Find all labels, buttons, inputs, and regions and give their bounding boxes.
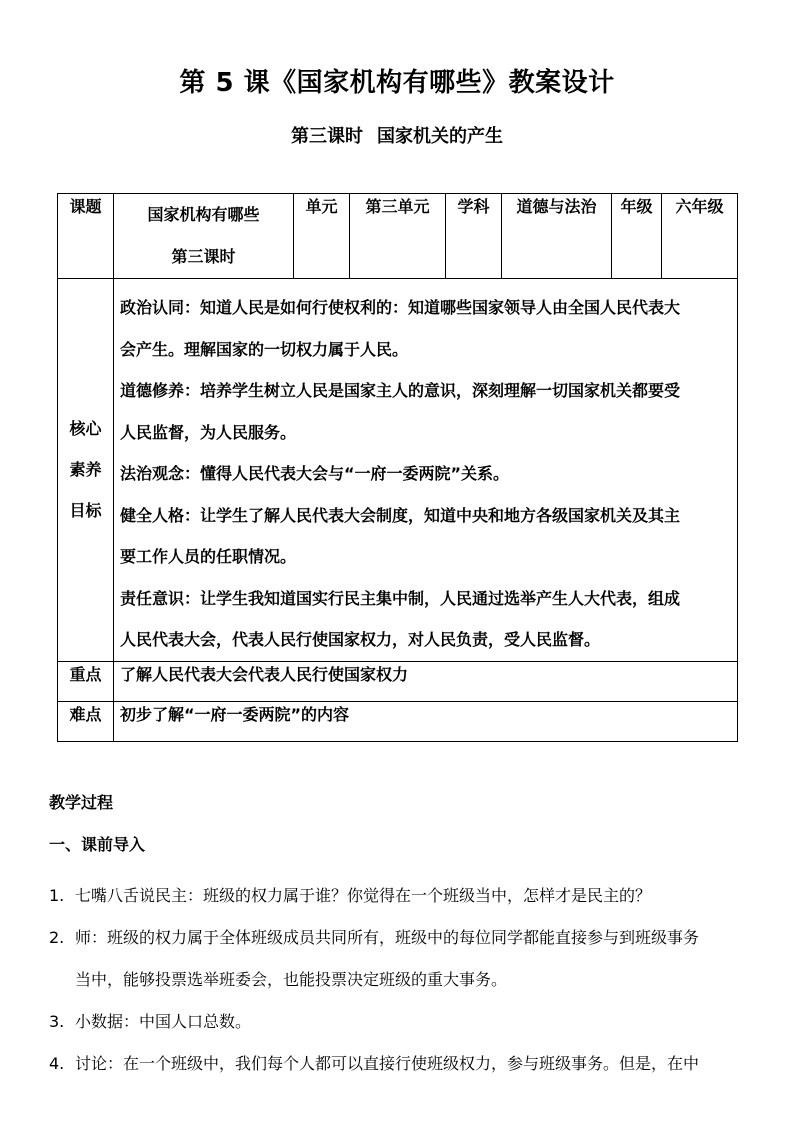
core-goals-content — [114, 279, 738, 662]
list-item-number: 4. — [49, 1054, 65, 1073]
goal-moral-line2: 人民监督，为人民服务。 — [120, 422, 297, 442]
core-goals-label — [58, 279, 114, 662]
core-label-line2: 素养 — [69, 460, 102, 480]
goal-personality-line2: 要工作人员的任职情况。 — [120, 547, 297, 566]
difficult-point-label: 难点 — [58, 701, 114, 741]
lesson-info-table — [57, 193, 738, 742]
process-list — [49, 875, 739, 1085]
difficult-point-value: 初步了解“一府一委两院”的内容 — [114, 701, 738, 741]
list-item — [49, 875, 739, 917]
topic-line2: 第三课时 — [171, 247, 236, 266]
table-row-difficult-point — [58, 701, 738, 741]
teaching-process — [49, 791, 739, 1085]
list-item-line1: 讨论：在一个班级中，我们每个人都可以直接行使班级权力，参与班级事务。但是，在中 — [75, 1054, 700, 1073]
unit-label: 单元 — [294, 194, 350, 279]
table-row-header — [58, 194, 738, 279]
section-heading-intro: 一、课前导入 — [49, 835, 146, 854]
goal-moral-line1: 道德修养：培养学生树立人民是国家主人的意识，深刻理解一切国家机关都要受 — [120, 381, 681, 400]
topic-label: 课题 — [58, 194, 114, 279]
table-row-key-point — [58, 661, 738, 701]
list-item-line1: 师：班级的权力属于全体班级成员共同所有，班级中的每位同学都能直接参与到班级事务 — [75, 928, 700, 947]
key-point-value: 了解人民代表大会代表人民行使国家权力 — [114, 661, 738, 701]
list-item-line1: 七嘴八舌说民主：班级的权力属于谁？你觉得在一个班级当中，怎样才是民主的？ — [75, 886, 652, 905]
topic-line1: 国家机构有哪些 — [147, 205, 260, 224]
subject-value: 道德与法治 — [502, 194, 612, 279]
list-item-number: 3. — [49, 1012, 65, 1031]
goal-personality-line1: 健全人格：让学生了解人民代表大会制度，知道中央和地方各级国家机关及其主 — [120, 505, 681, 525]
list-item — [49, 1043, 739, 1085]
goal-political-line1: 政治认同：知道人民是如何行使权利的：知道哪些国家领导人由全国人民代表大 — [120, 298, 681, 317]
goal-responsibility-line2: 人民代表大会，代表人民行使国家权力，对人民负责，受人民监督。 — [120, 630, 601, 649]
subject-label: 学科 — [446, 194, 502, 279]
subtitle-period: 第三课时 — [291, 126, 363, 147]
process-heading: 教学过程 — [49, 793, 114, 812]
document-subtitle — [0, 122, 794, 148]
grade-label: 年级 — [612, 194, 662, 279]
list-item-number: 2. — [49, 928, 65, 947]
goal-responsibility-line1: 责任意识：让学生我知道国实行民主集中制，人民通过选举产生人大代表，组成 — [120, 588, 681, 608]
list-item-number: 1. — [49, 886, 65, 905]
core-label-line1: 核心 — [69, 419, 102, 439]
core-label-line3: 目标 — [69, 501, 102, 521]
key-point-label: 重点 — [58, 661, 114, 701]
unit-value: 第三单元 — [350, 194, 446, 279]
subtitle-topic: 国家机关的产生 — [377, 126, 503, 147]
topic-value — [114, 194, 294, 279]
goal-law-line1: 法治观念：懂得人民代表大会与“一府一委两院”关系。 — [120, 464, 510, 483]
goal-political-line2: 会产生。理解国家的一切权力属于人民。 — [120, 339, 409, 359]
document-title: 第 5 课《国家机构有哪些》教案设计 — [179, 68, 615, 98]
list-item — [49, 917, 739, 1001]
table-row-core-goals — [58, 279, 738, 662]
list-item-line1: 小数据：中国人口总数。 — [75, 1012, 252, 1031]
grade-value: 六年级 — [662, 194, 738, 279]
list-item-line2: 当中，能够投票选举班委会，也能投票决定班级的重大事务。 — [75, 970, 508, 989]
list-item — [49, 1001, 739, 1043]
